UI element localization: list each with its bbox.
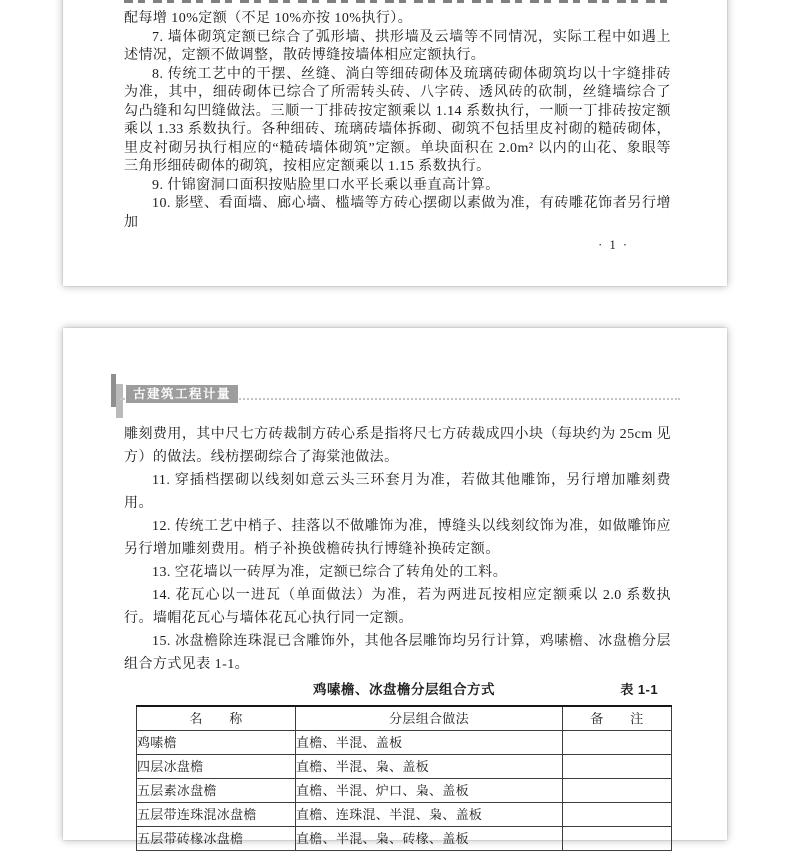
paragraph-continuation: 配每增 10%定额（不足 10%亦按 10%执行）。 — [124, 11, 413, 26]
table-row — [137, 755, 672, 779]
table-row — [137, 731, 672, 755]
table-header-row — [137, 706, 672, 731]
page2-body-text — [124, 423, 671, 851]
paragraph-item-13: 13. 空花墙以一砖厚为准，定额已综合了转角处的工料。 — [152, 565, 508, 580]
cell-note — [563, 755, 672, 779]
table-title: 鸡嗉檐、冰盘檐分层组合方式 — [313, 682, 495, 697]
cell-layers: 直檐、连珠混、半混、枭、盖板 — [296, 803, 563, 827]
page1-body-text — [124, 10, 671, 255]
clipped-line-remnant — [124, 0, 669, 3]
cell-layers: 直檐、半混、盖板 — [296, 731, 563, 755]
page-number: · 1 · — [598, 238, 629, 252]
paragraph-item-12: 12. 传统工艺中梢子、挂落以不做雕饰为准，博缝头以线刻纹饰为准，如做雕饰应另行增加雕刻费用。梢子补换戗檐砖执行博缝补换砖定额。 — [124, 519, 671, 557]
cell-layers: 直檐、半混、枭、砖椽、盖板 — [296, 827, 563, 851]
table-1-1 — [136, 705, 672, 851]
cell-note — [563, 731, 672, 755]
cell-layers: 直檐、半混、炉口、枭、盖板 — [296, 779, 563, 803]
cell-name: 鸡嗉檐 — [137, 731, 296, 755]
column-header-layers: 分层组合做法 — [296, 706, 563, 731]
table-row — [137, 779, 672, 803]
cell-name: 五层带连珠混冰盘檐 — [137, 803, 296, 827]
cell-note — [563, 779, 672, 803]
cell-name: 四层冰盘檐 — [137, 755, 296, 779]
paragraph-item-7: 7. 墙体砌筑定额已综合了弧形墙、拱形墙及云墙等不同情况，实际工程中如遇上述情况，定额不做调整，散砖博缝按墙体相应定额执行。 — [124, 29, 671, 63]
paragraph-continuation: 雕刻费用，其中尺七方砖裁制方砖心系是指将尺七方砖裁成四小块（每块约为 25cm 见方）的做法。线枋摆砌综合了海棠池做法。 — [124, 427, 671, 465]
cell-note — [563, 827, 672, 851]
paragraph-item-10: 10. 影壁、看面墙、廊心墙、槛墙等方砖心摆砌以素做为准，有砖雕花饰者另行增加 — [124, 196, 671, 230]
paragraph-item-9: 9. 什锦窗洞口面积按贴脸里口水平长乘以垂直高计算。 — [152, 177, 500, 193]
cell-name: 五层素冰盘檐 — [137, 779, 296, 803]
column-header-name: 名 称 — [137, 706, 296, 731]
book-page-1 — [63, 0, 727, 286]
paragraph-item-11: 11. 穿插档摆砌以线刻如意云头三环套月为准，若做其他雕饰，另行增加雕刻费用。 — [124, 473, 671, 511]
section-header-badge: 古建筑工程计量 — [126, 385, 238, 403]
paragraph-item-14: 14. 花瓦心以一进瓦（单面做法）为准，若为两进瓦按相应定额乘以 2.0 系数执行。墙帽花瓦心与墙体花瓦心执行同一定额。 — [124, 588, 671, 626]
cell-name: 五层带砖椽冰盘檐 — [137, 827, 296, 851]
table-number: 表 1-1 — [620, 682, 658, 697]
table-row — [137, 827, 672, 851]
cell-layers: 直檐、半混、枭、盖板 — [296, 755, 563, 779]
paragraph-item-8: 8. 传统工艺中的干摆、丝缝、淌白等细砖砌体及琉璃砖砌体砌筑均以十字缝排砖为准，其中，细砖砌体已综合了所需转头砖、八字砖、透风砖的砍制，丝缝墙综合了勾凸缝和勾凹缝做法。三顺一丁排砖按定额乘以 1.14 系数执行，一顺一丁排砖按定额乘以 1.33 系数执行。各种细砖、琉璃砖墙体拆砌、砌筑不包括里皮衬砌的糙砖砌体，里皮衬砌另执行相应的“糙砖墙体砌筑”定额。单块面积在 2.0m² 以内的山花、象眼等三角形细砖砌体的砌筑，按相应定额乘以 1.15 系数执行。 — [124, 66, 671, 174]
table-row — [137, 803, 672, 827]
cell-note — [563, 803, 672, 827]
book-page-2 — [63, 328, 727, 846]
section-marker-bar-light — [116, 384, 123, 418]
paragraph-item-15: 15. 冰盘檐除连珠混已含雕饰外，其他各层雕饰均另行计算，鸡嗉檐、冰盘檐分层组合方式见表 1-1。 — [124, 634, 671, 672]
table-caption — [136, 681, 672, 699]
column-header-note: 备 注 — [563, 706, 672, 731]
